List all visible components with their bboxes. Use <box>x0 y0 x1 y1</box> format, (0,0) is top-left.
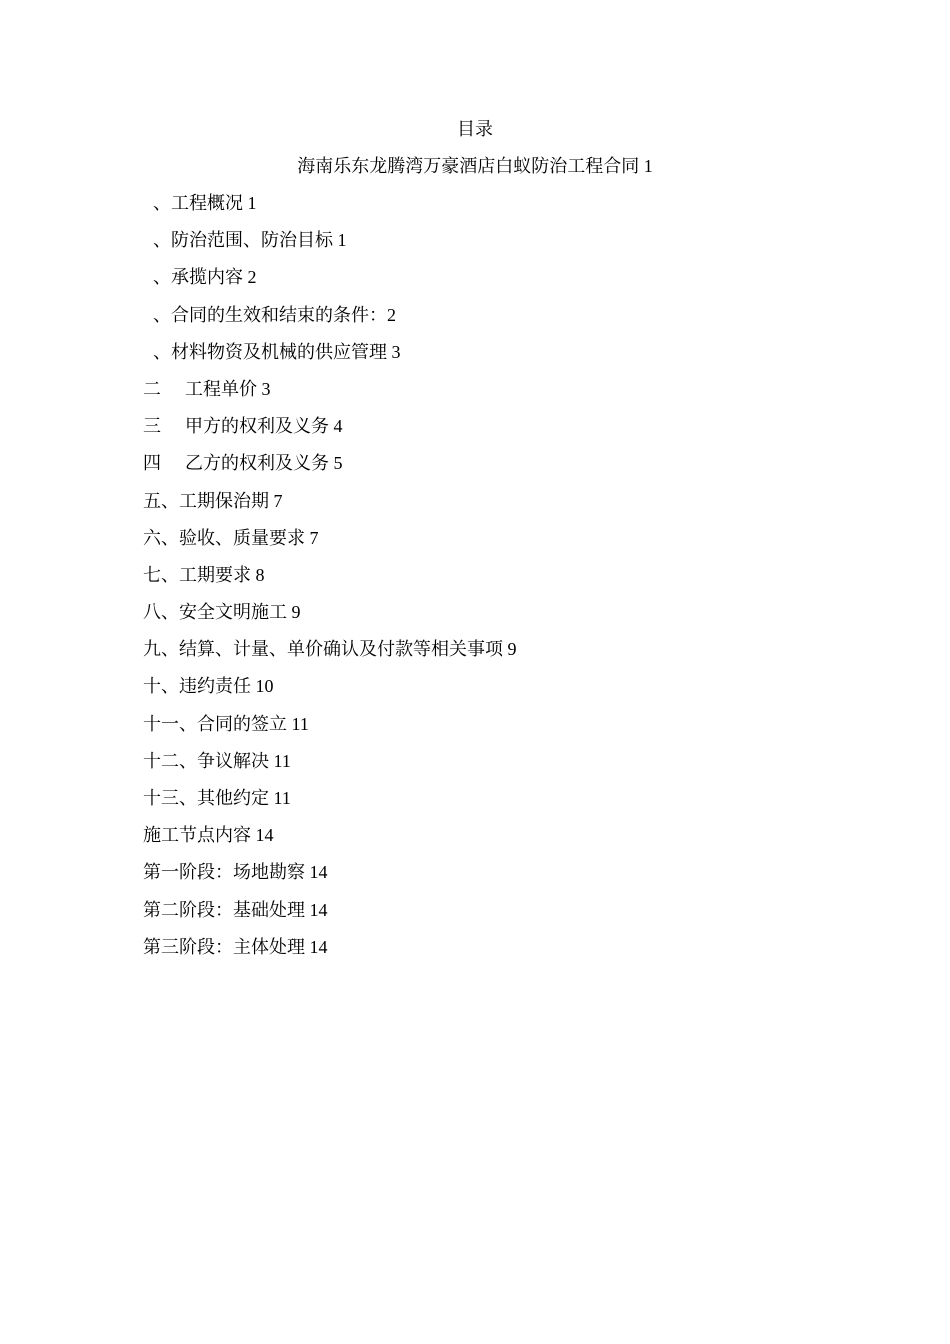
toc-entry-text: 第二阶段：基础处理 14 <box>143 899 328 920</box>
toc-entry-text: 五、工期保治期 7 <box>143 490 283 511</box>
toc-entry[interactable] <box>143 489 517 526</box>
toc-entry-number: 四 <box>143 453 161 474</box>
toc-entry-text: 第一阶段：场地勘察 14 <box>143 862 328 883</box>
toc-entry-text: 十三、其他约定 11 <box>143 788 291 808</box>
toc-entry[interactable] <box>143 191 517 228</box>
toc-entry-text: 乙方的权利及义务 5 <box>185 453 343 474</box>
toc-entry-text: 、承揽内容 2 <box>153 267 257 288</box>
toc-entry-text: 甲方的权利及义务 4 <box>185 416 343 437</box>
toc-entry[interactable] <box>143 860 517 897</box>
toc-entry[interactable] <box>143 414 517 451</box>
toc-entry-text: 第三阶段：主体处理 14 <box>143 936 328 957</box>
toc-entry-text: 六、验收、质量要求 7 <box>143 527 319 548</box>
toc-entry[interactable] <box>143 265 517 302</box>
toc-entry-text: 、合同的生效和结束的条件：2 <box>153 304 396 325</box>
toc-entry-text: 工程单价 3 <box>185 378 271 399</box>
toc-entry[interactable] <box>143 451 517 488</box>
toc-entry[interactable] <box>143 637 517 674</box>
toc-entry[interactable] <box>143 377 517 414</box>
toc-entry[interactable] <box>143 526 517 563</box>
toc-entry[interactable] <box>143 303 517 340</box>
toc-entry-text: 十二、争议解决 11 <box>143 750 291 771</box>
toc-entry-text: 十一、合同的签立 11 <box>143 713 309 734</box>
toc-entry[interactable] <box>143 823 517 860</box>
toc-entry[interactable] <box>143 228 517 265</box>
toc-entry[interactable] <box>143 674 517 711</box>
toc-entry[interactable] <box>143 563 517 600</box>
toc-entry[interactable] <box>143 749 517 786</box>
toc-entry[interactable] <box>143 935 517 972</box>
toc-entry-text: 十、违约责任 10 <box>143 676 274 697</box>
toc-entry[interactable] <box>143 600 517 637</box>
toc-entry[interactable] <box>143 340 517 377</box>
toc-entry-text: 八、安全文明施工 9 <box>143 602 301 623</box>
toc-heading: 目录 <box>457 119 493 139</box>
toc-entry-number: 二 <box>143 378 161 399</box>
toc-entry-text: 施工节点内容 14 <box>143 825 274 846</box>
toc-entry[interactable] <box>143 786 517 823</box>
toc-entry[interactable] <box>143 898 517 935</box>
toc-entry-text: 九、结算、计量、单价确认及付款等相关事项 9 <box>143 639 517 660</box>
toc-entry-text: 、防治范围、防治目标 1 <box>153 230 347 251</box>
toc-entry-text: 七、工期要求 8 <box>143 564 265 585</box>
toc-list <box>143 191 517 972</box>
toc-entry-text: 、工程概况 1 <box>153 193 257 213</box>
toc-entry-text: 、材料物资及机械的供应管理 3 <box>153 341 401 362</box>
contract-title: 海南乐东龙腾湾万豪酒店白蚁防治工程合同 1 <box>297 156 653 176</box>
toc-entry[interactable] <box>143 712 517 749</box>
toc-entry-number: 三 <box>143 416 161 437</box>
